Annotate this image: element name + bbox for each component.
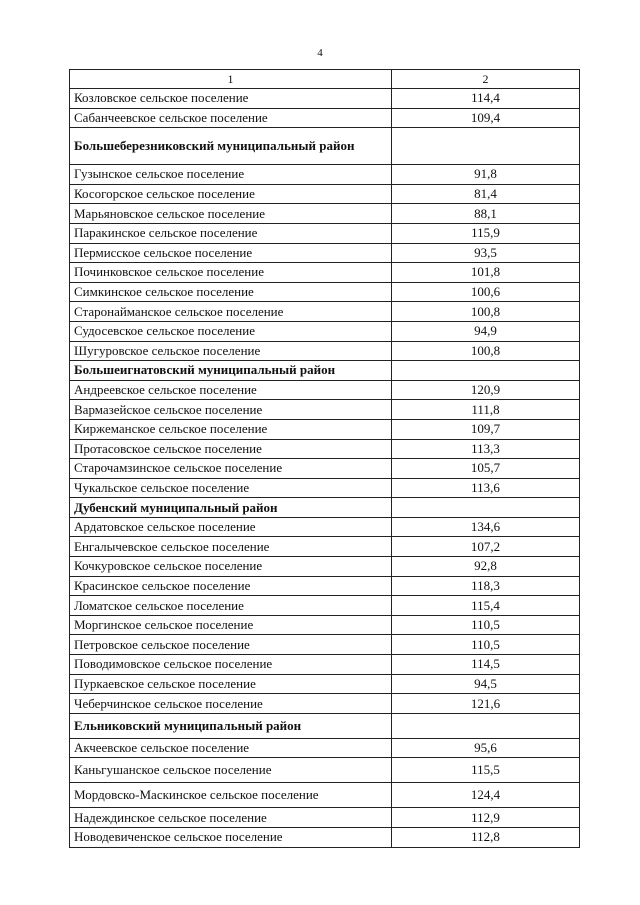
settlement-name-cell: Кочкуровское сельское поселение [70, 557, 392, 577]
district-name-cell: Большеберезниковский муниципальный район [70, 128, 392, 165]
settlement-name-cell: Андреевское сельское поселение [70, 380, 392, 400]
table-row [70, 517, 580, 537]
table-row [70, 380, 580, 400]
value-cell: 115,5 [392, 758, 580, 783]
settlement-name-cell: Новодевиченское сельское поселение [70, 828, 392, 848]
value-cell: 110,5 [392, 615, 580, 635]
settlement-name-cell: Старочамзинское сельское поселение [70, 459, 392, 479]
settlement-name-cell: Вармазейское сельское поселение [70, 400, 392, 420]
value-cell: 114,5 [392, 655, 580, 675]
district-row [70, 128, 580, 165]
table-row [70, 282, 580, 302]
table-row [70, 635, 580, 655]
value-cell: 113,3 [392, 439, 580, 459]
value-cell: 100,8 [392, 302, 580, 322]
value-cell: 115,4 [392, 596, 580, 616]
column-header-2: 2 [392, 70, 580, 89]
table-row [70, 828, 580, 848]
value-cell: 112,9 [392, 808, 580, 828]
table-row [70, 223, 580, 243]
settlement-name-cell: Судосевское сельское поселение [70, 321, 392, 341]
table-row [70, 459, 580, 479]
table-row [70, 439, 580, 459]
value-cell: 112,8 [392, 828, 580, 848]
settlement-name-cell: Поводимовское сельское поселение [70, 655, 392, 675]
value-cell [392, 498, 580, 518]
value-cell: 109,7 [392, 419, 580, 439]
settlement-name-cell: Симкинское сельское поселение [70, 282, 392, 302]
settlement-name-cell: Починковское сельское поселение [70, 263, 392, 283]
value-cell: 124,4 [392, 783, 580, 808]
value-cell: 107,2 [392, 537, 580, 557]
value-cell: 91,8 [392, 165, 580, 185]
value-cell: 110,5 [392, 635, 580, 655]
settlement-name-cell: Ардатовское сельское поселение [70, 517, 392, 537]
table-row [70, 808, 580, 828]
table-row [70, 655, 580, 675]
table-row [70, 537, 580, 557]
value-cell: 105,7 [392, 459, 580, 479]
value-cell: 111,8 [392, 400, 580, 420]
settlement-name-cell: Петровское сельское поселение [70, 635, 392, 655]
table-row [70, 89, 580, 109]
settlement-name-cell: Старонайманское сельское поселение [70, 302, 392, 322]
settlement-name-cell: Пуркаевское сельское поселение [70, 674, 392, 694]
page-number: 4 [317, 47, 323, 59]
district-row [70, 498, 580, 518]
value-cell: 120,9 [392, 380, 580, 400]
value-cell: 121,6 [392, 694, 580, 714]
settlement-name-cell: Чукальское сельское поселение [70, 478, 392, 498]
column-header-1: 1 [70, 70, 392, 89]
settlement-name-cell: Паракинское сельское поселение [70, 223, 392, 243]
value-cell: 101,8 [392, 263, 580, 283]
value-cell [392, 128, 580, 165]
table-row [70, 341, 580, 361]
district-row [70, 361, 580, 381]
district-name-cell: Дубенский муниципальный район [70, 498, 392, 518]
district-name-cell: Большеигнатовский муниципальный район [70, 361, 392, 381]
value-cell: 100,8 [392, 341, 580, 361]
settlement-name-cell: Гузынское сельское поселение [70, 165, 392, 185]
table-header-row [70, 70, 580, 89]
table-row [70, 694, 580, 714]
table-row [70, 243, 580, 263]
settlement-name-cell: Надеждинское сельское поселение [70, 808, 392, 828]
table-row [70, 758, 580, 783]
table-row [70, 615, 580, 635]
value-cell: 95,6 [392, 738, 580, 758]
table-row [70, 108, 580, 128]
settlement-name-cell: Красинское сельское поселение [70, 576, 392, 596]
settlement-name-cell: Пермисское сельское поселение [70, 243, 392, 263]
settlement-name-cell: Сабанчеевское сельское поселение [70, 108, 392, 128]
settlement-name-cell: Акчеевское сельское поселение [70, 738, 392, 758]
table-row [70, 738, 580, 758]
settlement-name-cell: Протасовское сельское поселение [70, 439, 392, 459]
settlement-name-cell: Марьяновское сельское поселение [70, 204, 392, 224]
value-cell: 118,3 [392, 576, 580, 596]
value-cell: 94,5 [392, 674, 580, 694]
value-cell: 100,6 [392, 282, 580, 302]
settlement-name-cell: Чеберчинское сельское поселение [70, 694, 392, 714]
table-row [70, 263, 580, 283]
value-cell [392, 361, 580, 381]
value-cell: 115,9 [392, 223, 580, 243]
table-body [70, 89, 580, 848]
value-cell: 92,8 [392, 557, 580, 577]
table-row [70, 783, 580, 808]
table-row [70, 400, 580, 420]
table-row [70, 596, 580, 616]
settlement-name-cell: Мордовско-Маскинское сельское поселение [70, 783, 392, 808]
settlement-name-cell: Енгалычевское сельское поселение [70, 537, 392, 557]
table-row [70, 321, 580, 341]
table-row [70, 478, 580, 498]
district-name-cell: Ельниковский муниципальный район [70, 713, 392, 738]
district-row [70, 713, 580, 738]
table-row [70, 576, 580, 596]
table-row [70, 557, 580, 577]
table-row [70, 674, 580, 694]
table-row [70, 165, 580, 185]
value-cell: 94,9 [392, 321, 580, 341]
settlement-name-cell: Косогорское сельское поселение [70, 184, 392, 204]
value-cell: 113,6 [392, 478, 580, 498]
settlement-name-cell: Шугуровское сельское поселение [70, 341, 392, 361]
table-row [70, 184, 580, 204]
settlement-name-cell: Киржеманское сельское поселение [70, 419, 392, 439]
settlement-name-cell: Козловское сельское поселение [70, 89, 392, 109]
settlement-name-cell: Ломатское сельское поселение [70, 596, 392, 616]
value-cell: 109,4 [392, 108, 580, 128]
value-cell: 93,5 [392, 243, 580, 263]
table-row [70, 419, 580, 439]
settlement-name-cell: Моргинское сельское поселение [70, 615, 392, 635]
value-cell: 88,1 [392, 204, 580, 224]
value-cell: 134,6 [392, 517, 580, 537]
data-table [69, 69, 580, 848]
value-cell: 81,4 [392, 184, 580, 204]
table-row [70, 204, 580, 224]
value-cell [392, 713, 580, 738]
settlement-name-cell: Каньгушанское сельское поселение [70, 758, 392, 783]
value-cell: 114,4 [392, 89, 580, 109]
table-row [70, 302, 580, 322]
